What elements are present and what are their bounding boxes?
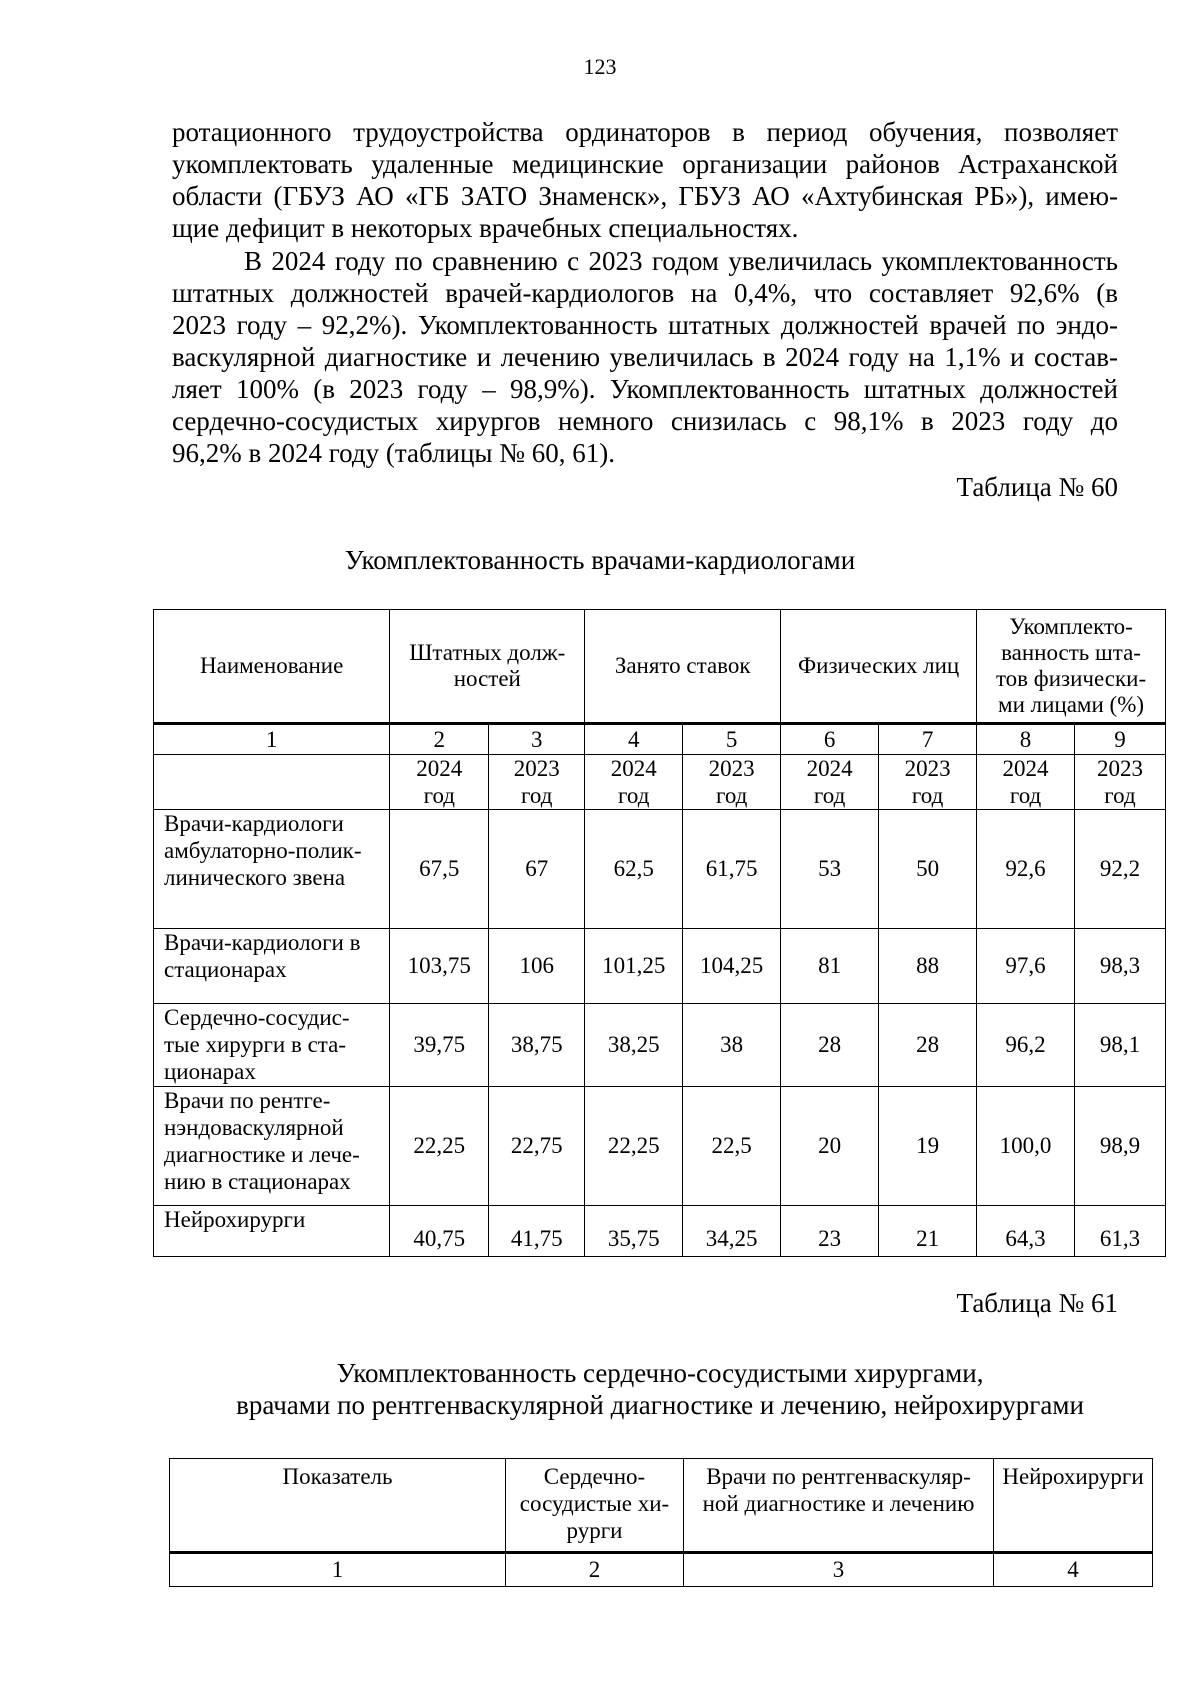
year-cell: 2024 год — [977, 755, 1075, 810]
table-cell: 96,2 — [977, 1004, 1075, 1087]
row-name: Врачи по рентге- нэндоваскулярной диагностике и лече- нию в стационарах — [154, 1087, 390, 1206]
col-number: 3 — [684, 1553, 994, 1587]
table-cell: 88 — [879, 929, 977, 1004]
table-header-row — [170, 1459, 1153, 1553]
table-60 — [153, 609, 1166, 1257]
table-row — [154, 1004, 1166, 1087]
table-cell: 39,75 — [390, 1004, 489, 1087]
table-cell: 98,3 — [1075, 929, 1166, 1004]
col-number: 6 — [781, 724, 879, 755]
paragraph-line: васкулярной диагностике и лечению увеличилась в 2024 году на 1,1% и состав- — [172, 342, 1118, 372]
table-cell: 101,25 — [585, 929, 683, 1004]
table-cell: 38 — [683, 1004, 781, 1087]
header-occupied-rates: Занято ставок — [585, 610, 781, 724]
table-cell: 67,5 — [390, 810, 489, 929]
year-cell-empty — [154, 755, 390, 810]
col-number: 4 — [994, 1553, 1153, 1587]
header-neurosurgeons: Нейрохирурги — [994, 1459, 1153, 1553]
paragraph-line: 2023 году – 92,2%). Укомплектованность штатных должностей врачей по эндо- — [172, 310, 1118, 340]
paragraph-2 — [172, 245, 1118, 469]
header-individuals: Физических лиц — [781, 610, 977, 724]
column-number-row — [154, 724, 1166, 755]
year-row — [154, 755, 1166, 810]
col-number: 5 — [683, 724, 781, 755]
col-number: 1 — [154, 724, 390, 755]
table-cell: 19 — [879, 1087, 977, 1206]
paragraph-line: сердечно-сосудистых хирургов немного снизилась с 98,1% в 2023 году до — [172, 406, 1118, 436]
table-cell: 22,25 — [390, 1087, 489, 1206]
header-xray-vascular-doctors: Врачи по рентгенваскуляр- ной диагностике и лечению — [684, 1459, 994, 1553]
table-cell: 23 — [781, 1206, 879, 1257]
paragraph-line: ротационного трудоустройства ординаторов в период обучения, позволяет — [172, 117, 1118, 147]
table-cell: 62,5 — [585, 810, 683, 929]
table-cell: 67 — [489, 810, 585, 929]
header-cardiovascular-surgeons: Сердечно- сосудистые хи- рурги — [506, 1459, 684, 1553]
table-cell: 34,25 — [683, 1206, 781, 1257]
col-number: 1 — [170, 1553, 506, 1587]
table-row — [154, 1206, 1166, 1257]
table-cell: 61,75 — [683, 810, 781, 929]
table-cell: 64,3 — [977, 1206, 1075, 1257]
table-row — [154, 810, 1166, 929]
table-61-title — [60, 1357, 1200, 1421]
table-cell: 22,25 — [585, 1087, 683, 1206]
table-61 — [169, 1458, 1153, 1587]
paragraph-1 — [172, 116, 1118, 244]
table-cell: 104,25 — [683, 929, 781, 1004]
paragraph-line: укомплектовать удаленные медицинские организации районов Астраханской — [172, 149, 1118, 179]
header-indicator: Показатель — [170, 1459, 506, 1553]
table-cell: 53 — [781, 810, 879, 929]
table-61-title-line: врачами по рентгенваскулярной диагностике и лечению, нейрохирургами — [236, 1390, 1084, 1420]
table-cell: 22,75 — [489, 1087, 585, 1206]
table-cell: 38,75 — [489, 1004, 585, 1087]
table-cell: 41,75 — [489, 1206, 585, 1257]
paragraph-line: 96,2% в 2024 году (таблицы № 60, 61). — [172, 438, 616, 468]
col-number: 2 — [390, 724, 489, 755]
col-number: 9 — [1075, 724, 1166, 755]
col-number: 7 — [879, 724, 977, 755]
paragraph-line: штатных должностей врачей-кардиологов на 0,4%, что составляет 92,6% (в — [172, 278, 1118, 308]
year-cell: 2024 год — [390, 755, 489, 810]
col-number: 8 — [977, 724, 1075, 755]
table-cell: 100,0 — [977, 1087, 1075, 1206]
row-name: Врачи-кардиологи амбулаторно-полик- линического звена — [154, 810, 390, 929]
table-60-label: Таблица № 60 — [956, 472, 1118, 502]
table-cell: 35,75 — [585, 1206, 683, 1257]
row-name: Нейрохирурги — [154, 1206, 390, 1257]
year-cell: 2023 год — [489, 755, 585, 810]
table-cell: 98,9 — [1075, 1087, 1166, 1206]
column-number-row — [170, 1553, 1153, 1587]
col-number: 4 — [585, 724, 683, 755]
table-cell: 92,2 — [1075, 810, 1166, 929]
table-60-title: Укомплектованность врачами-кардиологами — [344, 545, 856, 575]
table-cell: 28 — [879, 1004, 977, 1087]
row-name: Сердечно-сосудис- тые хирурги в ста- ционарах — [154, 1004, 390, 1087]
header-name: Наименование — [154, 610, 390, 724]
table-cell: 81 — [781, 929, 879, 1004]
paragraph-line: В 2024 году по сравнению с 2023 годом увеличилась укомплектованность — [244, 246, 1118, 276]
page-number: 123 — [583, 54, 617, 79]
year-cell: 2023 год — [879, 755, 977, 810]
paragraph-line: щие дефицит в некоторых врачебных специальностях. — [172, 213, 799, 243]
table-cell: 22,5 — [683, 1087, 781, 1206]
col-number: 2 — [506, 1553, 684, 1587]
table-cell: 103,75 — [390, 929, 489, 1004]
table-cell: 40,75 — [390, 1206, 489, 1257]
table-cell: 97,6 — [977, 929, 1075, 1004]
row-name: Врачи-кардиологи в стационарах — [154, 929, 390, 1004]
table-row — [154, 1087, 1166, 1206]
paragraph-line: ляет 100% (в 2023 году – 98,9%). Укомплектованность штатных должностей — [172, 374, 1118, 404]
header-staffing-percent: Укомплекто- ванность шта- тов физически- ми лицами (%) — [977, 610, 1166, 724]
table-cell: 98,1 — [1075, 1004, 1166, 1087]
table-cell: 106 — [489, 929, 585, 1004]
paragraph-line: области (ГБУЗ АО «ГБ ЗАТО Знаменск», ГБУЗ АО «Ахтубинская РБ»), имею- — [172, 181, 1118, 211]
year-cell: 2023 год — [1075, 755, 1166, 810]
table-cell: 20 — [781, 1087, 879, 1206]
table-cell: 28 — [781, 1004, 879, 1087]
year-cell: 2024 год — [781, 755, 879, 810]
col-number: 3 — [489, 724, 585, 755]
year-cell: 2024 год — [585, 755, 683, 810]
table-cell: 38,25 — [585, 1004, 683, 1087]
table-cell: 61,3 — [1075, 1206, 1166, 1257]
table-cell: 21 — [879, 1206, 977, 1257]
table-cell: 92,6 — [977, 810, 1075, 929]
header-staff-positions: Штатных долж- ностей — [390, 610, 585, 724]
table-cell: 50 — [879, 810, 977, 929]
table-header-row — [154, 610, 1166, 724]
table-61-label: Таблица № 61 — [956, 1288, 1118, 1318]
table-row — [154, 929, 1166, 1004]
table-61-title-line: Укомплектованность сердечно-сосудистыми хирургами, — [336, 1358, 984, 1388]
year-cell: 2023 год — [683, 755, 781, 810]
